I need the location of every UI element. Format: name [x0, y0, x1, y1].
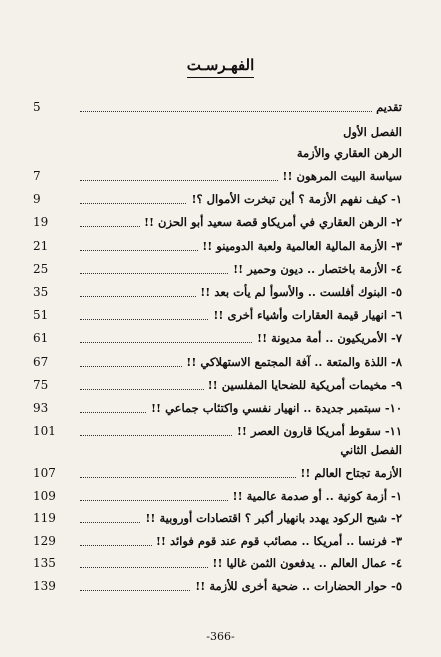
toc-entry — [33, 215, 402, 233]
toc-entry-page: 139 — [33, 579, 56, 593]
toc-entry — [33, 169, 402, 187]
toc-entry-title: ١- أزمة كونية .. أو صدمة عالمية !! — [229, 489, 402, 503]
toc-entry-page: 25 — [33, 261, 49, 276]
toc-entry-page: 67 — [33, 354, 49, 369]
toc-entry-page: 9 — [33, 192, 41, 207]
toc-entry-page: 61 — [33, 331, 49, 346]
toc-entry-title: ١٠- سبتمبر جديدة .. انهيار نفسي واكتئاب جماعي !! — [147, 401, 402, 415]
toc-entry-page: 51 — [33, 308, 49, 323]
toc-entry-page: 109 — [33, 488, 56, 503]
toc-entry — [33, 533, 402, 552]
toc-entry-title: ٣- فرنسا .. أمريكا .. مصائب قوم عند قوم فوائد !! — [152, 534, 402, 548]
toc-entry — [33, 100, 402, 118]
page-number: -366- — [206, 630, 235, 643]
toc-entry-title: ٧- الأمريكيون .. أمة مديونة !! — [253, 331, 402, 345]
toc-entry — [33, 401, 402, 419]
toc-entry — [33, 424, 402, 442]
toc-entry-page: 75 — [33, 377, 49, 392]
toc-entry-page: 93 — [33, 401, 49, 415]
toc-entry-title: ١١- سقوط أمريكا قارون العصر !! — [233, 424, 402, 438]
toc-entry — [33, 261, 402, 280]
chapter-subheading: الرهن العقاري والأزمة — [296, 146, 402, 160]
toc-entry-page: 129 — [33, 533, 56, 548]
toc-entry-title: ٩- مخيمات أمريكية للضحايا المفلسين !! — [204, 378, 402, 392]
toc-entry-page: 5 — [33, 100, 41, 114]
toc-entry-page: 135 — [33, 556, 56, 571]
toc-entry — [33, 238, 402, 257]
toc-entry-page: 35 — [33, 285, 49, 299]
toc-entry-title: ٣- الأزمة المالية العالمية ولعبة الدومينو !! — [198, 239, 402, 253]
toc-entry-title: ٤- الأزمة باختصار .. ديون وحمير !! — [229, 262, 402, 276]
toc-entry-title: ٨- اللذة والمتعة .. آفة المجتمع الاستهلاكي !! — [182, 355, 402, 369]
page-title: الفهـرسـت — [0, 56, 441, 74]
chapter-heading-part2: الفصل الثاني — [340, 443, 402, 457]
toc-entry-title: تقديم — [372, 100, 402, 114]
toc-entry — [33, 556, 402, 574]
toc-entry-page: 107 — [33, 466, 56, 480]
toc-entry — [33, 377, 402, 396]
dot-leader — [80, 111, 402, 112]
toc-entry-title: ٢- شبح الركود يهدد بانهيار أكبر ؟ اقتصادات أوروبية !! — [141, 511, 402, 525]
toc-entry — [33, 285, 402, 303]
toc-entry-title: ٥- البنوك أفلست .. والأسوأ لم يأت بعد !! — [196, 285, 402, 299]
toc-entry-title: ١- كيف نفهم الأزمة ؟ أين تبخرت الأموال ؟! — [187, 192, 402, 206]
toc-entry-title: ٢- الرهن العقاري في أمريكاو قصة سعيد أبو الحزن !! — [140, 215, 402, 229]
toc-entry-title: سياسة البيت المرهون !! — [278, 169, 402, 183]
toc-entry-title: ٤- عمال العالم .. يدفعون الثمن غاليا !! — [208, 556, 402, 570]
toc-entry-page: 101 — [33, 424, 56, 439]
toc-entry-page: 7 — [33, 169, 41, 183]
toc-entry-page: 19 — [33, 215, 49, 230]
toc-entry — [33, 466, 402, 484]
toc-entry-title: ٦- انهيار قيمة العقارات وأشياء أخرى !! — [209, 308, 402, 322]
toc-entry-page: 21 — [33, 238, 49, 253]
toc-entry — [33, 511, 402, 529]
toc-entry — [33, 579, 402, 597]
toc-entry-page: 119 — [33, 511, 56, 526]
toc-entry-title: الأزمة تجتاح العالم !! — [296, 466, 402, 480]
toc-entry — [33, 354, 402, 373]
toc-entry — [33, 488, 402, 507]
toc-entry — [33, 308, 402, 326]
toc-entry — [33, 331, 402, 349]
toc-entry-title: ٥- حوار الحضارات .. ضحية أخرى للأزمة !! — [191, 579, 402, 593]
toc-entry — [33, 192, 402, 210]
chapter-heading-part1: الفصل الأول — [343, 125, 402, 139]
